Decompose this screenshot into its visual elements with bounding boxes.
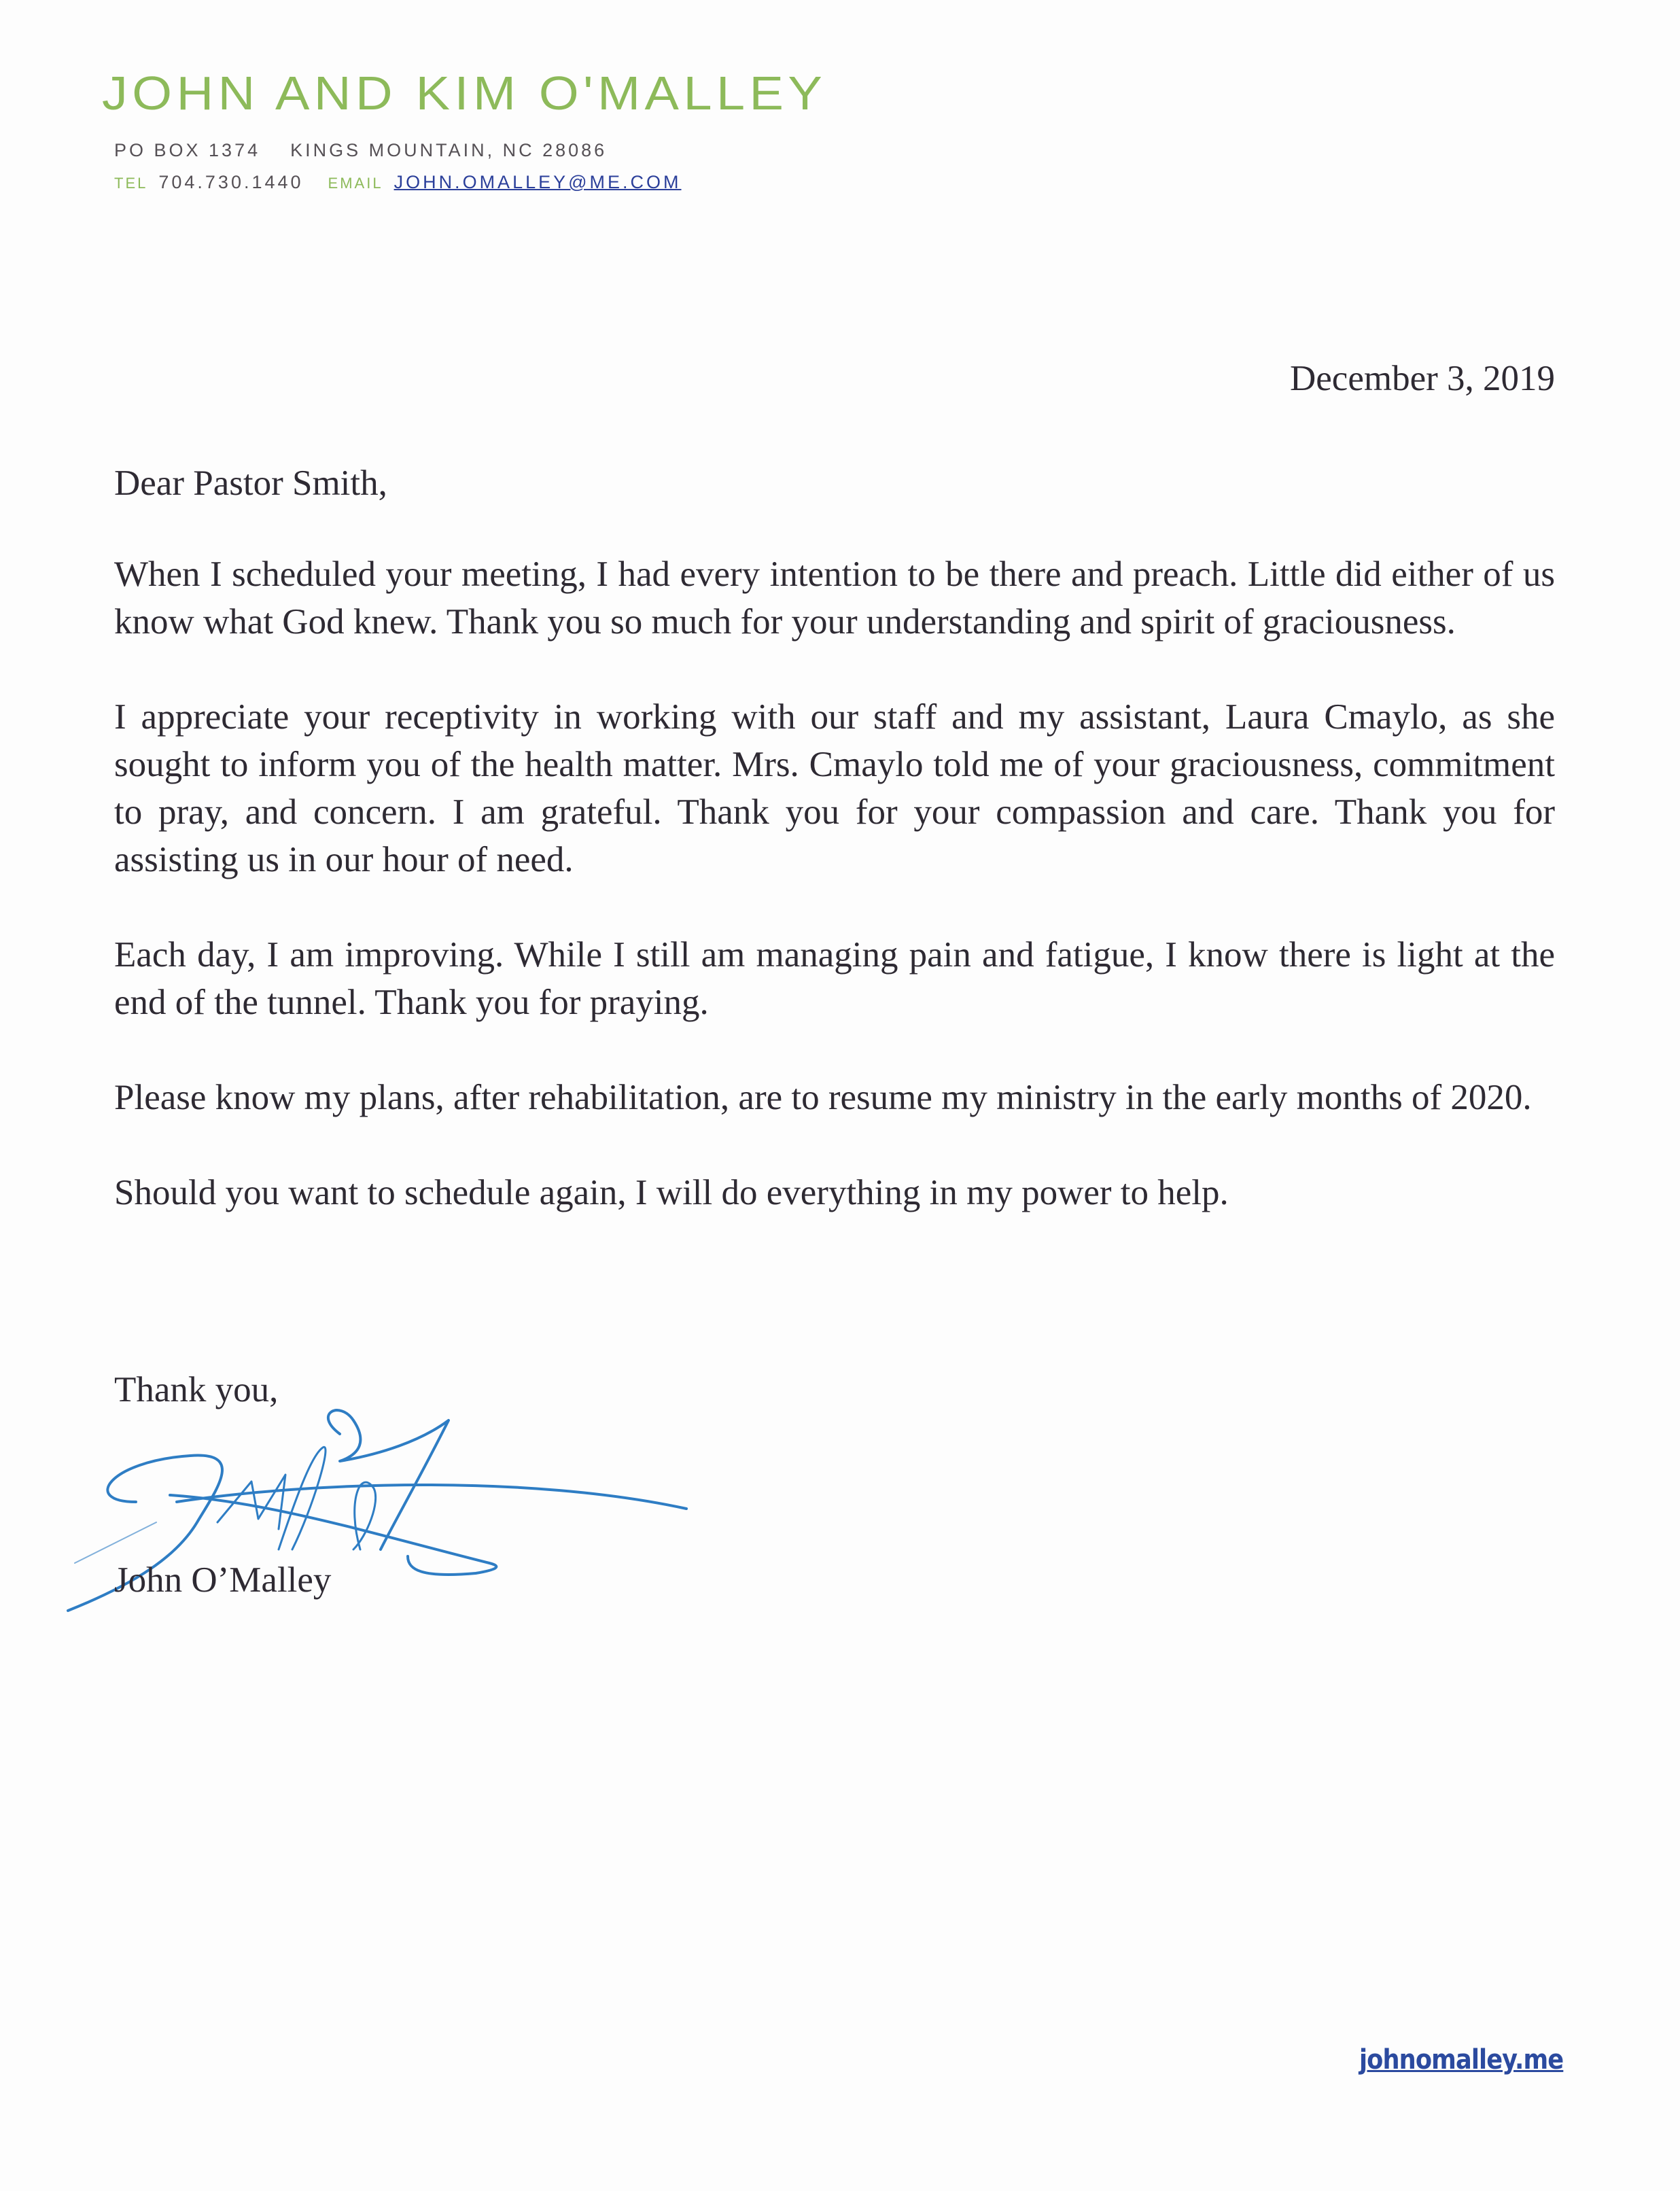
letterhead-title: JOHN AND KIM O'MALLEY	[102, 67, 827, 120]
tel-label: TEL	[114, 175, 148, 192]
mailing-address	[114, 140, 607, 161]
letter-body	[114, 550, 1555, 1264]
email-link[interactable]: JOHN.OMALLEY@ME.COM	[393, 172, 682, 192]
city-state-zip: KINGS MOUNTAIN, NC 28086	[290, 140, 608, 160]
paragraph: Should you want to schedule again, I will do everything in my power to help.	[114, 1173, 1229, 1212]
letter-date: December 3, 2019	[1290, 359, 1555, 398]
salutation: Dear Pastor Smith,	[114, 463, 387, 503]
contact-info	[114, 172, 682, 193]
paragraph: Each day, I am improving. While I still am managing pain and fatigue, I know there is light at the end of the tunnel. Thank you for praying.	[114, 935, 1555, 1022]
closing: Thank you,	[114, 1370, 279, 1409]
paragraph: When I scheduled your meeting, I had every intention to be there and preach. Little did either of us know what God knew. Thank you so much for your understanding and spirit of graciousness.	[114, 555, 1555, 642]
paragraph: Please know my plans, after rehabilitation, are to resume my ministry in the early months of 2020.	[114, 1078, 1532, 1117]
po-box: PO BOX 1374	[114, 140, 261, 160]
phone-number: 704.730.1440	[158, 172, 304, 192]
website-link[interactable]: johnomalley.me	[1359, 2044, 1564, 2075]
email-label: EMAIL	[328, 175, 383, 192]
paragraph: I appreciate your receptivity in working with our staff and my assistant, Laura Cmaylo, as she sought to inform you of the health matter. Mrs. Cmaylo told me of your graciousness, commitment to pray, and concern. I am grateful. Thank you for your compassion and care. Thank you for assisting us in our hour of need.	[114, 697, 1555, 879]
signer-name: John O’Malley	[114, 1560, 332, 1600]
